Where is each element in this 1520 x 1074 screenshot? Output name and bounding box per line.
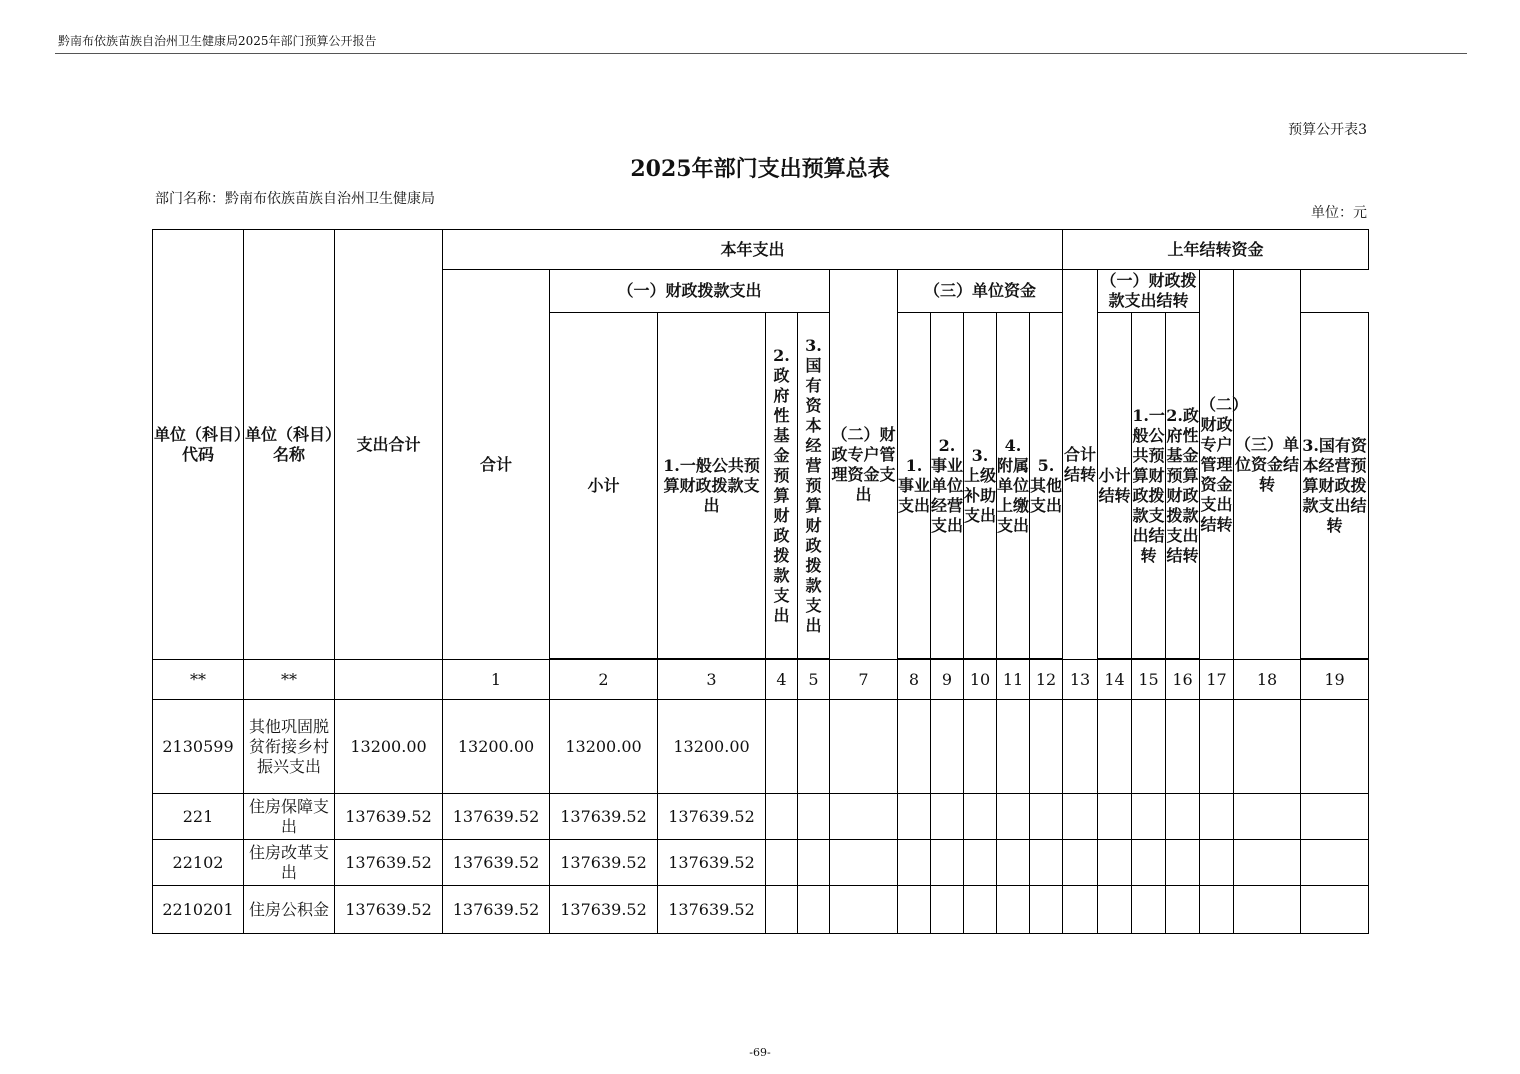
header-cy-unit-1: 1.事业支出 <box>898 313 931 659</box>
row-subtotal-cell: 137639.52 <box>550 886 658 934</box>
empty-cell <box>898 840 931 886</box>
running-header: 黔南布依族苗族自治州卫生健康局2025年部门预算公开报告 <box>58 34 377 48</box>
header-co-govfund: 2.政府性基金预算财政拨款支出结转 <box>1166 313 1200 659</box>
empty-cell <box>1166 700 1200 794</box>
empty-cell <box>1166 794 1200 840</box>
header-cy-unit-2: 2.事业单位经营支出 <box>931 313 964 659</box>
empty-cell <box>1234 886 1301 934</box>
empty-cell <box>1063 794 1098 840</box>
row-code-cell: 22102 <box>153 840 244 886</box>
column-index-cell: 14 <box>1098 660 1132 700</box>
empty-cell <box>1030 886 1063 934</box>
row-total-cell: 13200.00 <box>335 700 443 794</box>
header-cy-special: （二）财政专户管理资金支出 <box>830 270 898 660</box>
column-index-cell: 2 <box>550 660 658 700</box>
header-cy-sum: 合计 <box>443 270 550 660</box>
empty-cell <box>1200 886 1234 934</box>
table-row <box>153 886 1369 934</box>
header-co-sum: 合计结转 <box>1063 270 1098 660</box>
column-index-cell: 12 <box>1030 660 1063 700</box>
column-index-cell: 13 <box>1063 660 1098 700</box>
row-code-cell: 221 <box>153 794 244 840</box>
empty-cell <box>997 700 1030 794</box>
empty-cell <box>1132 840 1166 886</box>
column-index-cell: 15 <box>1132 660 1166 700</box>
header-cy-fiscal: （一）财政拨款支出 <box>550 270 830 313</box>
empty-cell <box>1301 886 1369 934</box>
header-current-year: 本年支出 <box>443 230 1063 270</box>
column-index-cell: 17 <box>1200 660 1234 700</box>
empty-cell <box>766 700 798 794</box>
header-cy-fiscal-subtotal: 小计 <box>550 313 658 659</box>
empty-cell <box>798 700 830 794</box>
empty-cell <box>1098 700 1132 794</box>
row-total-cell: 137639.52 <box>335 794 443 840</box>
empty-cell <box>1166 840 1200 886</box>
page-number: -69- <box>749 1046 771 1059</box>
empty-cell <box>1200 840 1234 886</box>
empty-cell <box>798 840 830 886</box>
empty-cell <box>1030 840 1063 886</box>
empty-cell <box>997 794 1030 840</box>
empty-cell <box>798 794 830 840</box>
row-general-cell: 137639.52 <box>658 886 766 934</box>
empty-cell <box>898 794 931 840</box>
empty-cell <box>964 886 997 934</box>
row-general-cell: 13200.00 <box>658 700 766 794</box>
row-sum-cell: 13200.00 <box>443 700 550 794</box>
empty-cell <box>931 700 964 794</box>
empty-cell <box>1063 700 1098 794</box>
empty-cell <box>1301 700 1369 794</box>
header-code: 单位（科目）代码 <box>153 230 244 660</box>
unit-label: 单位：元 <box>1311 205 1367 221</box>
column-index-cell: 1 <box>443 660 550 700</box>
row-code-cell: 2130599 <box>153 700 244 794</box>
empty-cell <box>830 794 898 840</box>
empty-cell <box>1132 886 1166 934</box>
empty-cell <box>964 700 997 794</box>
row-sum-cell: 137639.52 <box>443 840 550 886</box>
empty-cell <box>1098 840 1132 886</box>
column-index-cell: 10 <box>964 660 997 700</box>
header-cy-unit-3: 3.上级补助支出 <box>964 313 997 659</box>
column-index-row <box>153 660 1369 700</box>
row-code-cell: 2210201 <box>153 886 244 934</box>
empty-cell <box>1301 794 1369 840</box>
empty-cell <box>1132 700 1166 794</box>
column-index-cell: 3 <box>658 660 766 700</box>
column-index-cell: 16 <box>1166 660 1200 700</box>
empty-cell <box>766 840 798 886</box>
header-total: 支出合计 <box>335 230 443 660</box>
empty-cell <box>830 886 898 934</box>
empty-cell <box>1098 886 1132 934</box>
row-name-cell: 住房公积金 <box>244 886 335 934</box>
column-index-cell: 7 <box>830 660 898 700</box>
column-index-cell: 11 <box>997 660 1030 700</box>
empty-cell <box>931 886 964 934</box>
header-co-soe: 3.国有资本经营预算财政拨款支出结转 <box>1301 313 1369 659</box>
empty-cell <box>997 840 1030 886</box>
row-name-cell: 住房改革支出 <box>244 840 335 886</box>
table-row <box>153 794 1369 840</box>
empty-cell <box>898 700 931 794</box>
column-index-cell: 8 <box>898 660 931 700</box>
row-name-cell: 住房保障支出 <box>244 794 335 840</box>
column-index-cell: 18 <box>1234 660 1301 700</box>
empty-cell <box>830 840 898 886</box>
form-number: 预算公开表3 <box>1288 122 1367 138</box>
header-cy-soe: 3.国有资本经营预算财政拨款支出 <box>798 313 830 659</box>
empty-cell <box>1030 700 1063 794</box>
empty-cell <box>1200 700 1234 794</box>
page-title: 2025年部门支出预算总表 <box>630 156 890 182</box>
header-cy-unit-5: 5.其他支出 <box>1030 313 1063 659</box>
row-name-cell: 其他巩固脱贫衔接乡村振兴支出 <box>244 700 335 794</box>
empty-cell <box>1166 886 1200 934</box>
column-index-cell <box>335 660 443 700</box>
header-rule <box>55 53 1467 54</box>
header-cy-unit: （三）单位资金 <box>898 270 1063 313</box>
row-subtotal-cell: 137639.52 <box>550 794 658 840</box>
empty-cell <box>1098 794 1132 840</box>
empty-cell <box>964 840 997 886</box>
header-co-special: （二）财政专户管理资金支出结转 <box>1200 270 1234 660</box>
empty-cell <box>898 886 931 934</box>
department-name: 部门名称：黔南布依族苗族自治州卫生健康局 <box>155 191 435 207</box>
row-subtotal-cell: 13200.00 <box>550 700 658 794</box>
empty-cell <box>1301 840 1369 886</box>
row-total-cell: 137639.52 <box>335 886 443 934</box>
column-index-cell: ** <box>153 660 244 700</box>
empty-cell <box>1200 794 1234 840</box>
header-co-fiscal-subtotal: 小计结转 <box>1098 313 1132 659</box>
empty-cell <box>1063 840 1098 886</box>
row-sum-cell: 137639.52 <box>443 794 550 840</box>
empty-cell <box>1234 700 1301 794</box>
header-name: 单位（科目）名称 <box>244 230 335 660</box>
empty-cell <box>798 886 830 934</box>
header-cy-general: 1.一般公共预算财政拨款支出 <box>658 313 766 659</box>
column-index-cell: 19 <box>1301 660 1369 700</box>
table-row <box>153 700 1369 794</box>
empty-cell <box>766 886 798 934</box>
header-cy-unit-4: 4.附属单位上缴支出 <box>997 313 1030 659</box>
empty-cell <box>1234 794 1301 840</box>
empty-cell <box>830 700 898 794</box>
column-index-cell: 4 <box>766 660 798 700</box>
column-index-cell: 9 <box>931 660 964 700</box>
budget-table <box>152 229 1369 934</box>
column-index-cell: ** <box>244 660 335 700</box>
table-row <box>153 840 1369 886</box>
header-cy-govfund: 2.政府性基金预算财政拨款支出 <box>766 313 798 659</box>
header-co-fiscal: （一）财政拨款支出结转 <box>1098 270 1200 313</box>
empty-cell <box>1030 794 1063 840</box>
row-general-cell: 137639.52 <box>658 840 766 886</box>
empty-cell <box>931 840 964 886</box>
empty-cell <box>1234 840 1301 886</box>
column-index-cell: 5 <box>798 660 830 700</box>
row-subtotal-cell: 137639.52 <box>550 840 658 886</box>
empty-cell <box>766 794 798 840</box>
empty-cell <box>964 794 997 840</box>
empty-cell <box>997 886 1030 934</box>
header-co-unit: （三）单位资金结转 <box>1234 270 1301 660</box>
header-carryover: 上年结转资金 <box>1063 230 1369 270</box>
row-total-cell: 137639.52 <box>335 840 443 886</box>
empty-cell <box>931 794 964 840</box>
row-sum-cell: 137639.52 <box>443 886 550 934</box>
empty-cell <box>1132 794 1166 840</box>
empty-cell <box>1063 886 1098 934</box>
header-co-general: 1.一般公共预算财政拨款支出结转 <box>1132 313 1166 659</box>
row-general-cell: 137639.52 <box>658 794 766 840</box>
